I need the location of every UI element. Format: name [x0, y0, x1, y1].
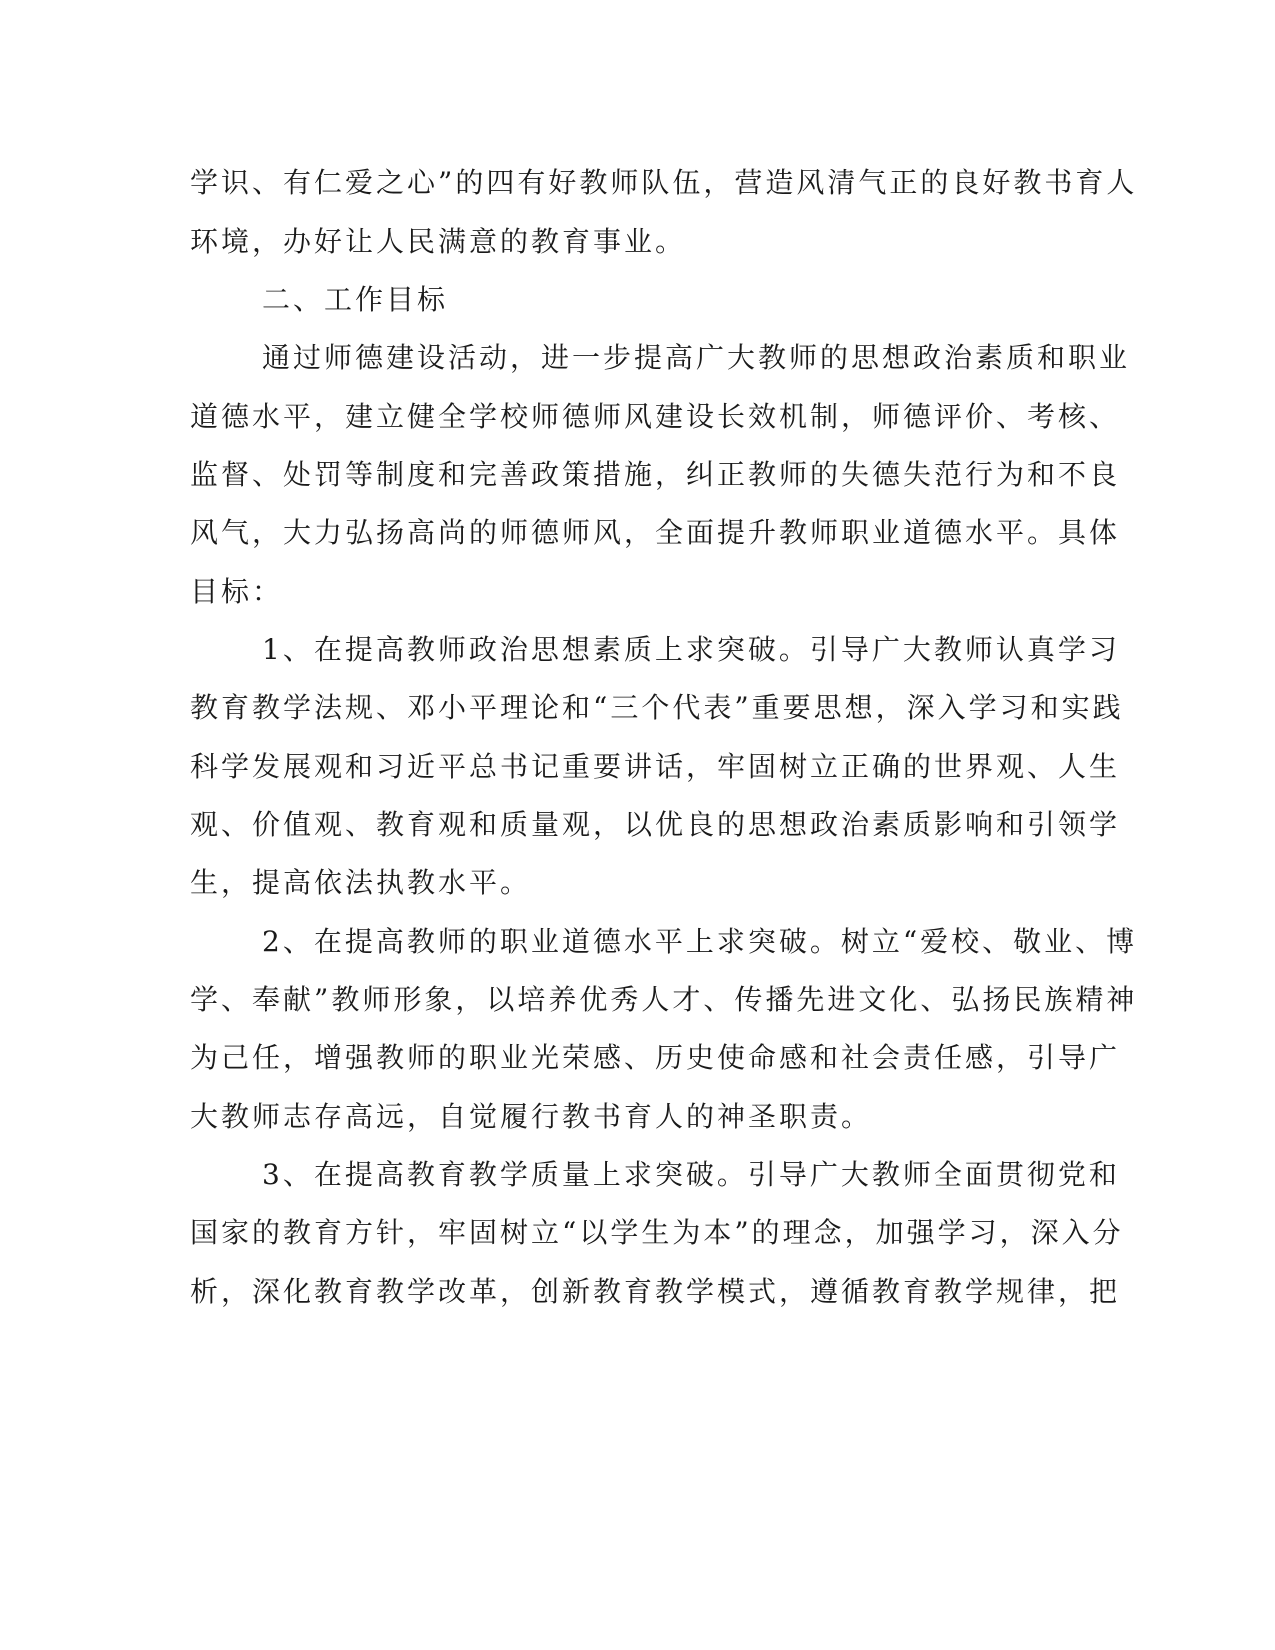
body-text-line: 学、奉献”教师形象，以培养优秀人才、传播先进文化、弘扬民族精神: [190, 983, 1138, 1016]
body-text-line: 国家的教育方针，牢固树立“以学生为本”的理念，加强学习，深入分: [190, 1216, 1124, 1249]
body-text-line: 学识、有仁爱之心”的四有好教师队伍，营造风清气正的良好教书育人: [190, 166, 1138, 199]
section-heading: 二、工作目标: [262, 283, 449, 316]
body-text-line: 1、在提高教师政治思想素质上求突破。引导广大教师认真学习: [262, 633, 1120, 666]
body-text-line: 监督、处罚等制度和完善政策措施，纠正教师的失德失范行为和不良: [190, 458, 1121, 491]
body-text-line: 教育教学法规、邓小平理论和“三个代表”重要思想，深入学习和实践: [190, 691, 1124, 724]
body-text-line: 析，深化教育教学改革，创新教育教学模式，遵循教育教学规律，把: [190, 1275, 1121, 1308]
body-text-line: 大教师志存高远，自觉履行教书育人的神圣职责。: [190, 1100, 873, 1133]
body-text-line: 观、价值观、教育观和质量观，以优良的思想政治素质影响和引领学: [190, 808, 1121, 841]
body-text-line: 通过师德建设活动，进一步提高广大教师的思想政治素质和职业: [262, 341, 1131, 374]
body-text-line: 环境，办好让人民满意的教育事业。: [190, 225, 687, 258]
body-text-line: 风气，大力弘扬高尚的师德师风，全面提升教师职业道德水平。具体: [190, 516, 1121, 549]
body-text-line: 2、在提高教师的职业道德水平上求突破。树立“爱校、敬业、博: [262, 925, 1138, 958]
body-text-line: 道德水平，建立健全学校师德师风建设长效机制，师德评价、考核、: [190, 400, 1121, 433]
body-text-line: 科学发展观和习近平总书记重要讲话，牢固树立正确的世界观、人生: [190, 750, 1121, 783]
body-text-line: 为己任，增强教师的职业光荣感、历史使命感和社会责任感，引导广: [190, 1041, 1121, 1074]
body-text-line: 3、在提高教育教学质量上求突破。引导广大教师全面贯彻党和: [262, 1158, 1120, 1191]
body-text-line: 生，提高依法执教水平。: [190, 866, 532, 899]
body-text-line: 目标：: [190, 575, 284, 608]
